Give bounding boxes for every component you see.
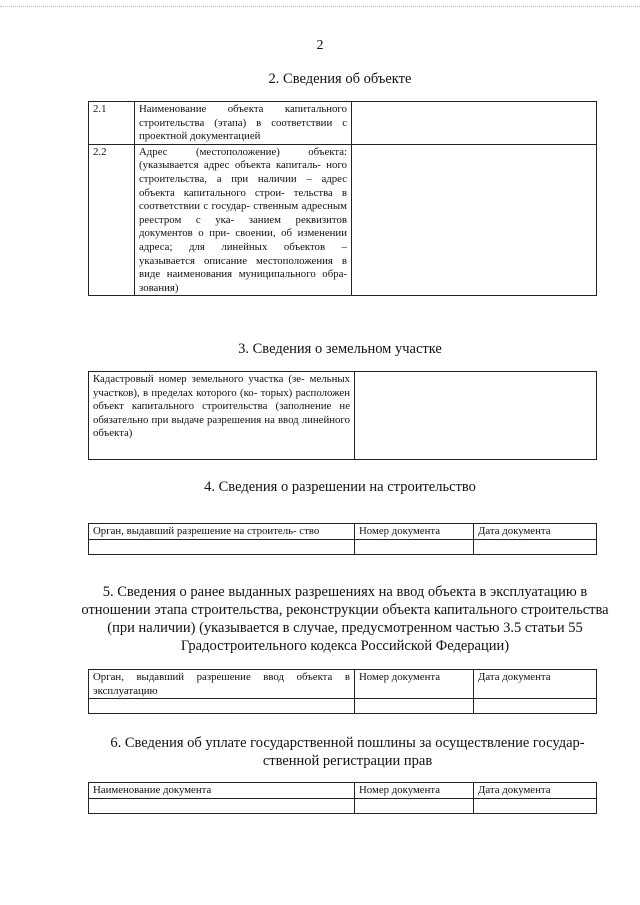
section-5-title: 5. Сведения о ранее выданных разрешениях на ввод объекта в эксплуатацию в отношении этапа строительства, реконструкции объекта капитального строительства (при наличии) (указывается в случае, предусмотренном частью 3.5 статьи 55 Градостроительного кодекса Российской Федерации) bbox=[81, 584, 609, 654]
section-4-title: 4. Сведения о разрешении на строительство bbox=[204, 479, 476, 495]
row-number: 2.2 bbox=[89, 144, 135, 296]
section-6-title: 6. Сведения об уплате государственной пошлины за осуществление государ- ственной регистрации прав bbox=[110, 735, 585, 769]
cadastral-number-value[interactable] bbox=[355, 372, 597, 460]
section-3-title: 3. Сведения о земельном участке bbox=[238, 341, 442, 357]
document-name-cell[interactable] bbox=[89, 798, 355, 813]
document-date-header: Дата документа bbox=[474, 783, 597, 799]
object-address-value[interactable] bbox=[352, 144, 597, 296]
document-number-cell[interactable] bbox=[355, 699, 474, 714]
issuing-authority-cell[interactable] bbox=[89, 699, 355, 714]
scan-top-edge bbox=[0, 6, 640, 7]
section-2-title: 2. Сведения об объекте bbox=[268, 71, 412, 87]
document-date-cell[interactable] bbox=[474, 798, 597, 813]
document-number-header: Номер документа bbox=[355, 524, 474, 540]
document-number-header: Номер документа bbox=[355, 783, 474, 799]
state-fee-table bbox=[88, 782, 597, 814]
object-address-label: Адрес (местоположение) объекта: (указывается адрес объекта капиталь- ного строительства, а при наличии – адрес объекта капитального строи- тельства в соответствии с государ- ственным адресным реестром с ука- занием реквизитов документов о при- своении, об изменении адреса; для линейных объектов – указывается описание местоположения в виде наименования муниципального обра- зования) bbox=[135, 144, 352, 296]
page-number: 2 bbox=[316, 38, 324, 53]
document-date-cell[interactable] bbox=[474, 539, 597, 554]
document-number-cell[interactable] bbox=[355, 798, 474, 813]
land-plot-table bbox=[88, 371, 597, 460]
construction-permit-table bbox=[88, 523, 597, 555]
table-row bbox=[89, 372, 597, 460]
table-row bbox=[89, 783, 597, 799]
object-name-value[interactable] bbox=[352, 102, 597, 145]
object-info-table bbox=[88, 101, 597, 296]
table-row bbox=[89, 524, 597, 540]
table-row bbox=[89, 670, 597, 699]
issuing-authority-cell[interactable] bbox=[89, 539, 355, 554]
cadastral-number-label: Кадастровый номер земельного участка (зе- мельных участков), в пределах которого (ко- торых) расположен объект капитального строительства (заполнение не обязательно при выдаче разрешения на ввод линейного объекта) bbox=[89, 372, 355, 460]
row-number: 2.1 bbox=[89, 102, 135, 145]
document-date-header: Дата документа bbox=[474, 670, 597, 699]
document-name-header: Наименование документа bbox=[89, 783, 355, 799]
table-row bbox=[89, 798, 597, 813]
table-row bbox=[89, 699, 597, 714]
table-row bbox=[89, 539, 597, 554]
object-name-label: Наименование объекта капитального строительства (этапа) в соответствии с проектной документацией bbox=[135, 102, 352, 145]
document-date-header: Дата документа bbox=[474, 524, 597, 540]
document-date-cell[interactable] bbox=[474, 699, 597, 714]
document-number-header: Номер документа bbox=[355, 670, 474, 699]
document-number-cell[interactable] bbox=[355, 539, 474, 554]
issuing-authority-header: Орган, выдавший разрешение на строитель- ство bbox=[89, 524, 355, 540]
table-row bbox=[89, 102, 597, 145]
table-row bbox=[89, 144, 597, 296]
previous-permits-table bbox=[88, 669, 597, 714]
issuing-authority-header: Орган, выдавший разрешение ввод объекта в эксплуатацию bbox=[89, 670, 355, 699]
